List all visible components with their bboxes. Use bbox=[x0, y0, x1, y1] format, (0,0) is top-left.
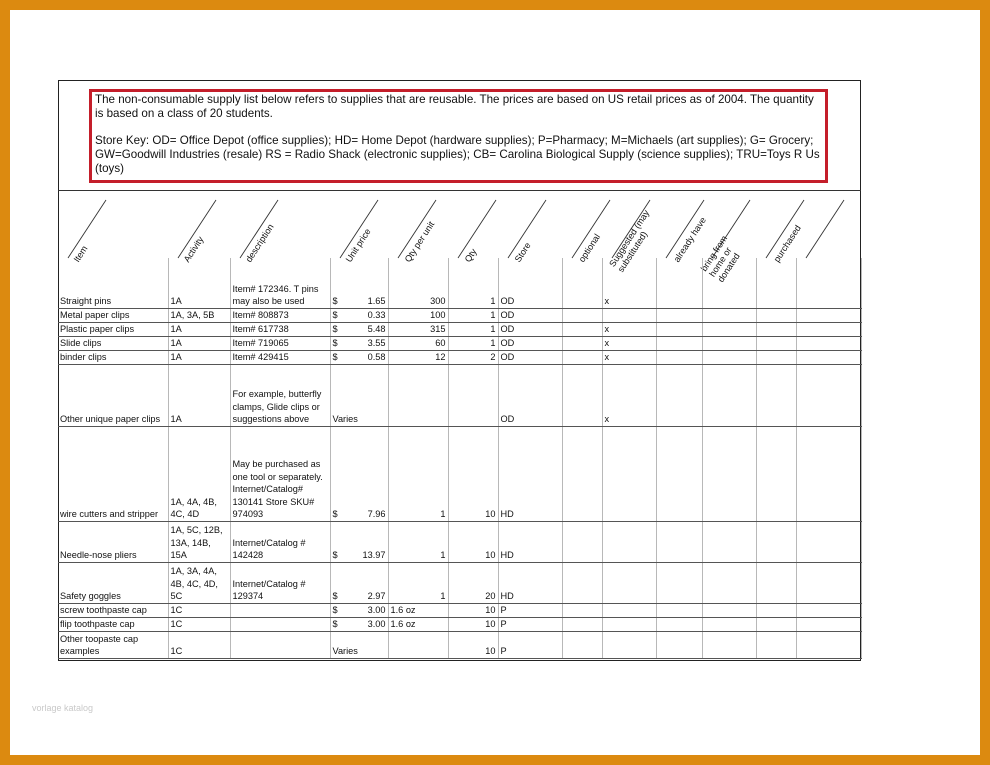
bring-from-home-cell bbox=[702, 350, 756, 364]
purchased-cell bbox=[756, 426, 796, 521]
description-cell: May be purchased as one tool or separately. Internet/Catalog# 130141 Store SKU# 974093 bbox=[230, 426, 330, 521]
header-qty-per-unit: Qty per unit bbox=[402, 219, 437, 264]
suggested-cell: x bbox=[602, 322, 656, 336]
intro-text: The non-consumable supply list below refers to supplies that are reusable. The prices are based on US retail prices as of 2004. The quantity is based on a class of 20 students. bbox=[95, 93, 814, 120]
unit-price-cell bbox=[330, 426, 388, 521]
unit-price-cell bbox=[330, 308, 388, 322]
purchased-cell bbox=[756, 562, 796, 603]
already-have-cell bbox=[656, 336, 702, 350]
currency-symbol: $ bbox=[332, 324, 338, 334]
purchased-cell bbox=[756, 603, 796, 617]
qty-per-unit-cell: 1 bbox=[388, 521, 448, 562]
suggested-cell bbox=[602, 308, 656, 322]
already-have-cell bbox=[656, 631, 702, 658]
extra-cell bbox=[796, 308, 861, 322]
qty-cell: 1 bbox=[448, 308, 498, 322]
table-row bbox=[58, 521, 861, 562]
activity-cell: 1A bbox=[168, 322, 230, 336]
extra-cell bbox=[796, 322, 861, 336]
currency-symbol: $ bbox=[332, 296, 338, 306]
suggested-cell bbox=[602, 521, 656, 562]
price-value: 0.58 bbox=[367, 352, 386, 362]
description-cell: For example, butterfly clamps, Glide clips or suggestions above bbox=[230, 364, 330, 426]
qty-cell: 1 bbox=[448, 258, 498, 308]
extra-cell bbox=[796, 631, 861, 658]
store-key-text: Store Key: OD= Office Depot (office supplies); HD= Home Depot (hardware supplies); P=Pharmacy; M=Michaels (art supplies); G= Grocery; GW=Goodwill Industries (resale) RS = Radio Shack (electronic supplies); CB= Carolina Biological Supply (science supplies); TRU=Toys R Us (toys) bbox=[95, 134, 820, 175]
already-have-cell bbox=[656, 562, 702, 603]
purchased-cell bbox=[756, 631, 796, 658]
suggested-cell bbox=[602, 603, 656, 617]
item-cell: Plastic paper clips bbox=[58, 322, 168, 336]
bring-from-home-cell bbox=[702, 322, 756, 336]
optional-cell bbox=[562, 322, 602, 336]
header-item: Item bbox=[71, 243, 90, 264]
table-row bbox=[58, 322, 861, 336]
price-value: 3.00 bbox=[367, 619, 386, 629]
price-value: 13.97 bbox=[362, 550, 386, 560]
store-cell: HD bbox=[498, 562, 562, 603]
activity-cell: 1A bbox=[168, 350, 230, 364]
item-cell: wire cutters and stripper bbox=[58, 426, 168, 521]
extra-cell bbox=[796, 364, 861, 426]
qty-per-unit-cell: 1.6 oz bbox=[388, 603, 448, 617]
qty-cell: 10 bbox=[448, 631, 498, 658]
description-cell: Item# 617738 bbox=[230, 322, 330, 336]
header-qty: Qty bbox=[462, 246, 479, 264]
currency-symbol: $ bbox=[332, 591, 338, 601]
unit-price-cell bbox=[330, 258, 388, 308]
item-cell: flip toothpaste cap bbox=[58, 617, 168, 631]
header-top-line bbox=[58, 190, 861, 191]
already-have-cell bbox=[656, 521, 702, 562]
currency-symbol: $ bbox=[332, 338, 338, 348]
purchased-cell bbox=[756, 336, 796, 350]
header-optional: optional bbox=[576, 232, 603, 264]
table-row bbox=[58, 350, 861, 364]
unit-price-cell bbox=[330, 521, 388, 562]
bring-from-home-cell bbox=[702, 308, 756, 322]
purchased-cell bbox=[756, 364, 796, 426]
currency-symbol: $ bbox=[332, 509, 338, 519]
currency-symbol: $ bbox=[332, 619, 338, 629]
already-have-cell bbox=[656, 603, 702, 617]
optional-cell bbox=[562, 350, 602, 364]
qty-per-unit-cell: 1.6 oz bbox=[388, 617, 448, 631]
suggested-cell: x bbox=[602, 258, 656, 308]
store-cell: OD bbox=[498, 364, 562, 426]
qty-cell: 2 bbox=[448, 350, 498, 364]
store-cell: OD bbox=[498, 322, 562, 336]
activity-cell: 1A bbox=[168, 258, 230, 308]
suggested-cell bbox=[602, 426, 656, 521]
header-unit-price: Unit price bbox=[343, 226, 373, 264]
qty-per-unit-cell bbox=[388, 364, 448, 426]
description-cell bbox=[230, 603, 330, 617]
unit-price-cell bbox=[330, 322, 388, 336]
table-row bbox=[58, 617, 861, 631]
description-cell: Item# 719065 bbox=[230, 336, 330, 350]
activity-cell: 1A, 3A, 4A, 4B, 4C, 4D, 5C bbox=[168, 562, 230, 603]
store-cell: OD bbox=[498, 308, 562, 322]
price-value: Varies bbox=[332, 414, 358, 424]
suggested-cell bbox=[602, 562, 656, 603]
currency-symbol: $ bbox=[332, 605, 338, 615]
currency-symbol: $ bbox=[332, 550, 338, 560]
price-value: 0.33 bbox=[367, 310, 386, 320]
purchased-cell bbox=[756, 322, 796, 336]
suggested-cell: x bbox=[602, 364, 656, 426]
bring-from-home-cell bbox=[702, 603, 756, 617]
bring-from-home-cell bbox=[702, 364, 756, 426]
already-have-cell bbox=[656, 308, 702, 322]
purchased-cell bbox=[756, 350, 796, 364]
optional-cell bbox=[562, 617, 602, 631]
price-value: 2.97 bbox=[367, 591, 386, 601]
optional-cell bbox=[562, 308, 602, 322]
qty-per-unit-cell: 300 bbox=[388, 258, 448, 308]
description-cell: Item# 429415 bbox=[230, 350, 330, 364]
extra-cell bbox=[796, 350, 861, 364]
already-have-cell bbox=[656, 617, 702, 631]
optional-cell bbox=[562, 364, 602, 426]
optional-cell bbox=[562, 631, 602, 658]
price-value: 5.48 bbox=[367, 324, 386, 334]
extra-cell bbox=[796, 258, 861, 308]
bring-from-home-cell bbox=[702, 426, 756, 521]
qty-per-unit-cell: 12 bbox=[388, 350, 448, 364]
qty-per-unit-cell: 1 bbox=[388, 426, 448, 521]
description-cell: Internet/Catalog # 129374 bbox=[230, 562, 330, 603]
item-cell: Other toopaste cap examples bbox=[58, 631, 168, 658]
already-have-cell bbox=[656, 322, 702, 336]
already-have-cell bbox=[656, 350, 702, 364]
already-have-cell bbox=[656, 364, 702, 426]
header-bring-from-home: bring from home or donated bbox=[698, 233, 742, 284]
activity-cell: 1C bbox=[168, 603, 230, 617]
optional-cell bbox=[562, 562, 602, 603]
activity-cell: 1A bbox=[168, 336, 230, 350]
item-cell: Other unique paper clips bbox=[58, 364, 168, 426]
qty-per-unit-cell: 1 bbox=[388, 562, 448, 603]
item-cell: Safety goggles bbox=[58, 562, 168, 603]
extra-cell bbox=[796, 521, 861, 562]
suggested-cell bbox=[602, 617, 656, 631]
price-value: Varies bbox=[332, 646, 358, 656]
price-value: 3.00 bbox=[367, 605, 386, 615]
purchased-cell bbox=[756, 617, 796, 631]
item-cell: Needle-nose pliers bbox=[58, 521, 168, 562]
bring-from-home-cell bbox=[702, 521, 756, 562]
activity-cell: 1A, 3A, 5B bbox=[168, 308, 230, 322]
description-cell bbox=[230, 631, 330, 658]
qty-per-unit-cell: 315 bbox=[388, 322, 448, 336]
supply-table bbox=[58, 258, 862, 659]
intro-note-box bbox=[89, 89, 828, 183]
qty-cell: 10 bbox=[448, 521, 498, 562]
header-already-have: already have bbox=[671, 215, 709, 264]
description-cell bbox=[230, 617, 330, 631]
item-cell: binder clips bbox=[58, 350, 168, 364]
unit-price-cell bbox=[330, 336, 388, 350]
activity-cell: 1A, 4A, 4B, 4C, 4D bbox=[168, 426, 230, 521]
qty-cell: 1 bbox=[448, 336, 498, 350]
header-description: description bbox=[243, 222, 276, 264]
description-cell: Item# 808873 bbox=[230, 308, 330, 322]
activity-cell: 1A, 5C, 12B, 13A, 14B, 15A bbox=[168, 521, 230, 562]
bring-from-home-cell bbox=[702, 562, 756, 603]
table-row bbox=[58, 364, 861, 426]
optional-cell bbox=[562, 603, 602, 617]
table-row bbox=[58, 258, 861, 308]
bring-from-home-cell bbox=[702, 631, 756, 658]
suggested-cell: x bbox=[602, 336, 656, 350]
item-cell: screw toothpaste cap bbox=[58, 603, 168, 617]
store-cell: HD bbox=[498, 521, 562, 562]
optional-cell bbox=[562, 521, 602, 562]
description-cell: Internet/Catalog # 142428 bbox=[230, 521, 330, 562]
header-suggested: Suggested (may substituted) bbox=[607, 208, 652, 274]
store-cell: OD bbox=[498, 336, 562, 350]
activity-cell: 1C bbox=[168, 617, 230, 631]
table-row bbox=[58, 631, 861, 658]
qty-per-unit-cell: 60 bbox=[388, 336, 448, 350]
already-have-cell bbox=[656, 426, 702, 521]
table-row bbox=[58, 308, 861, 322]
bring-from-home-cell bbox=[702, 336, 756, 350]
unit-price-cell bbox=[330, 562, 388, 603]
table-row bbox=[58, 603, 861, 617]
store-cell: HD bbox=[498, 426, 562, 521]
purchased-cell bbox=[756, 308, 796, 322]
store-cell: P bbox=[498, 617, 562, 631]
price-value: 1.65 bbox=[367, 296, 386, 306]
header-activity: Activity bbox=[181, 234, 206, 264]
extra-cell bbox=[796, 617, 861, 631]
price-value: 3.55 bbox=[367, 338, 386, 348]
optional-cell bbox=[562, 258, 602, 308]
activity-cell: 1C bbox=[168, 631, 230, 658]
unit-price-cell bbox=[330, 631, 388, 658]
purchased-cell bbox=[756, 258, 796, 308]
already-have-cell bbox=[656, 258, 702, 308]
suggested-cell: x bbox=[602, 350, 656, 364]
item-cell: Slide clips bbox=[58, 336, 168, 350]
currency-symbol: $ bbox=[332, 310, 338, 320]
extra-cell bbox=[796, 562, 861, 603]
item-cell: Straight pins bbox=[58, 258, 168, 308]
suggested-cell bbox=[602, 631, 656, 658]
unit-price-cell bbox=[330, 364, 388, 426]
optional-cell bbox=[562, 336, 602, 350]
qty-per-unit-cell: 100 bbox=[388, 308, 448, 322]
header-purchased: purchased bbox=[771, 223, 803, 264]
extra-cell bbox=[796, 426, 861, 521]
unit-price-cell bbox=[330, 350, 388, 364]
table-row bbox=[58, 562, 861, 603]
extra-cell bbox=[796, 336, 861, 350]
table-row bbox=[58, 426, 861, 521]
qty-cell: 1 bbox=[448, 322, 498, 336]
qty-cell: 10 bbox=[448, 603, 498, 617]
activity-cell: 1A bbox=[168, 364, 230, 426]
watermark-text: vorlage katalog bbox=[32, 703, 94, 713]
purchased-cell bbox=[756, 521, 796, 562]
price-value: 7.96 bbox=[367, 509, 386, 519]
extra-cell bbox=[796, 603, 861, 617]
unit-price-cell bbox=[330, 617, 388, 631]
qty-cell: 10 bbox=[448, 617, 498, 631]
store-cell: P bbox=[498, 631, 562, 658]
store-cell: P bbox=[498, 603, 562, 617]
qty-cell bbox=[448, 364, 498, 426]
unit-price-cell bbox=[330, 603, 388, 617]
store-cell: OD bbox=[498, 258, 562, 308]
qty-cell: 10 bbox=[448, 426, 498, 521]
bring-from-home-cell bbox=[702, 617, 756, 631]
description-cell: Item# 172346. T pins may also be used bbox=[230, 258, 330, 308]
item-cell: Metal paper clips bbox=[58, 308, 168, 322]
bring-from-home-cell bbox=[702, 258, 756, 308]
currency-symbol: $ bbox=[332, 352, 338, 362]
qty-per-unit-cell bbox=[388, 631, 448, 658]
store-cell: OD bbox=[498, 350, 562, 364]
qty-cell: 20 bbox=[448, 562, 498, 603]
header-store: Store bbox=[512, 240, 533, 264]
optional-cell bbox=[562, 426, 602, 521]
table-row bbox=[58, 336, 861, 350]
